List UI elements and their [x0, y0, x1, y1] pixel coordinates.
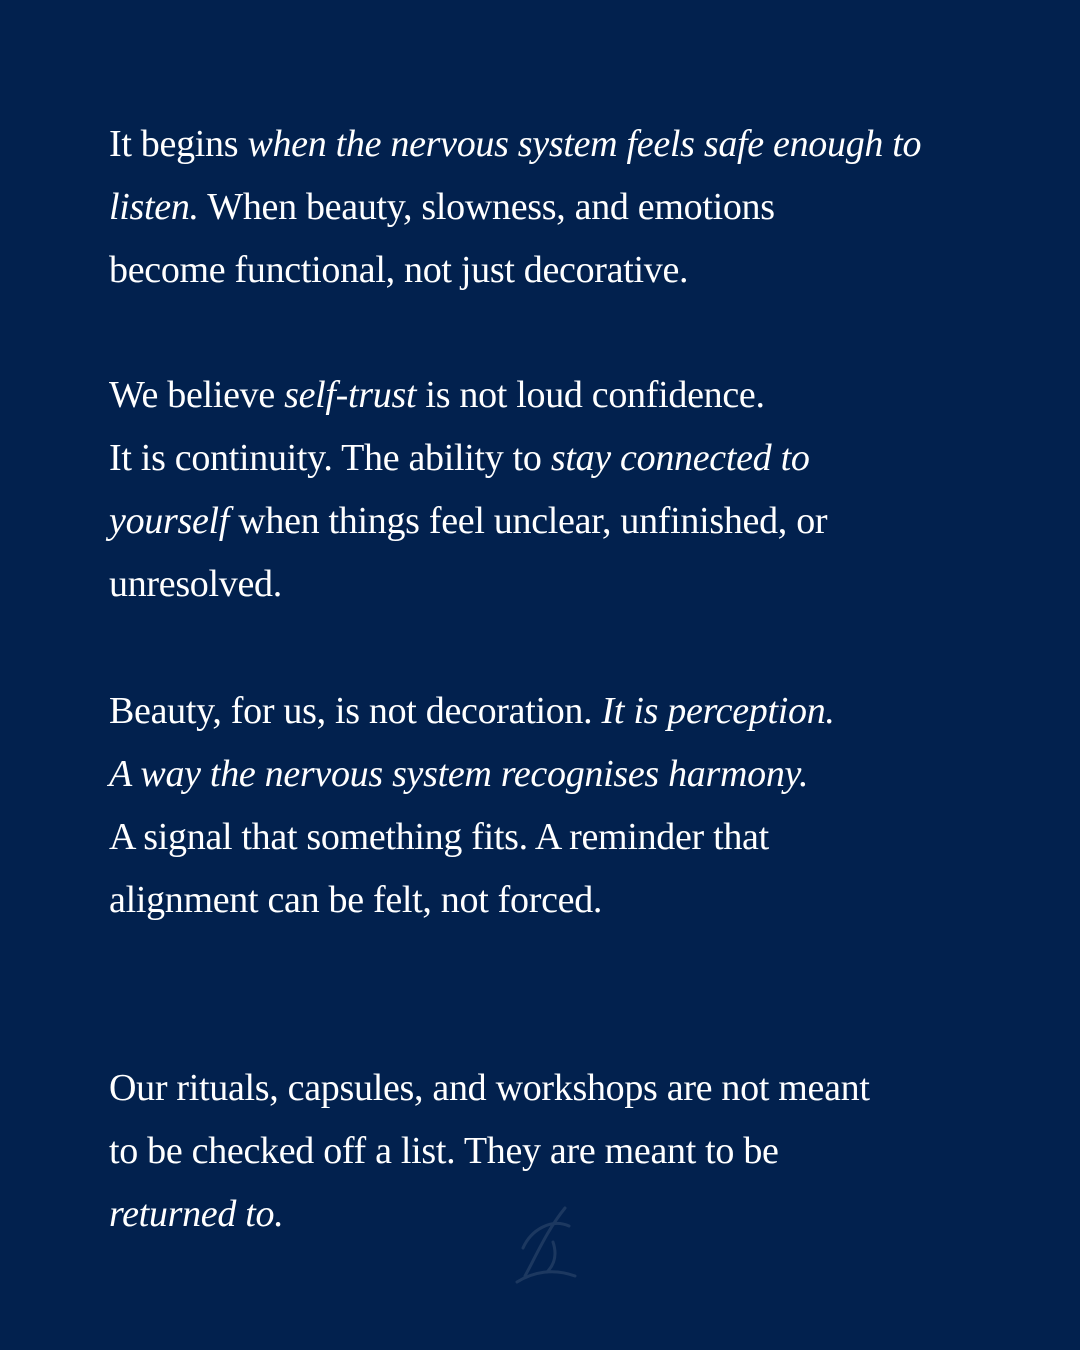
paragraph-1-line-2 — [109, 176, 1009, 239]
text-run: to be checked off a list. They are meant to be — [109, 1130, 779, 1172]
text-run: Our rituals, capsules, and workshops are not meant — [109, 1067, 870, 1109]
paragraph-3-line-2 — [109, 743, 1009, 806]
text-run: when things feel unclear, unfinished, or — [229, 500, 828, 542]
text-run: It is continuity. The ability to — [109, 437, 551, 479]
paragraph-2-line-1 — [109, 364, 1009, 427]
paragraph-3 — [109, 680, 1009, 932]
italic-text-run: It is perception. — [601, 690, 835, 732]
text-run: We believe — [109, 374, 285, 416]
paragraph-4-line-1 — [109, 1057, 1009, 1120]
italic-text-run: when the nervous system feels safe enough to — [247, 123, 922, 165]
paragraph-1-line-1 — [109, 113, 1009, 176]
text-run: It begins — [109, 123, 248, 165]
paragraph-2-line-2 — [109, 427, 1009, 490]
paragraph-2-line-3 — [109, 490, 1009, 553]
paragraph-3-line-4 — [109, 869, 1009, 932]
text-run: A signal that something fits. A reminder that — [109, 816, 769, 858]
text-run: unresolved. — [109, 563, 282, 605]
paragraph-1-line-3 — [109, 239, 1009, 302]
paragraph-2-line-4 — [109, 553, 1009, 616]
text-run: become functional, not just decorative. — [109, 249, 689, 291]
paragraph-2 — [109, 364, 1009, 616]
italic-text-run: A way the nervous system recognises harmony. — [109, 753, 809, 795]
text-run: alignment can be felt, not forced. — [109, 879, 603, 921]
text-run: Beauty, for us, is not decoration. — [109, 690, 602, 732]
italic-text-run: listen. — [109, 186, 199, 228]
italic-text-run: self-trust — [284, 374, 417, 416]
paragraph-1 — [109, 113, 1009, 302]
italic-text-run: stay connected to — [550, 437, 810, 479]
italic-text-run: yourself — [109, 500, 230, 542]
faint-monogram-icon — [495, 1198, 587, 1290]
paragraph-4-line-2 — [109, 1120, 1009, 1183]
text-run: is not loud confidence. — [416, 374, 765, 416]
paragraph-3-line-1 — [109, 680, 1009, 743]
text-run: When beauty, slowness, and emotions — [198, 186, 775, 228]
paragraph-3-line-3 — [109, 806, 1009, 869]
italic-text-run: returned to. — [109, 1193, 284, 1235]
